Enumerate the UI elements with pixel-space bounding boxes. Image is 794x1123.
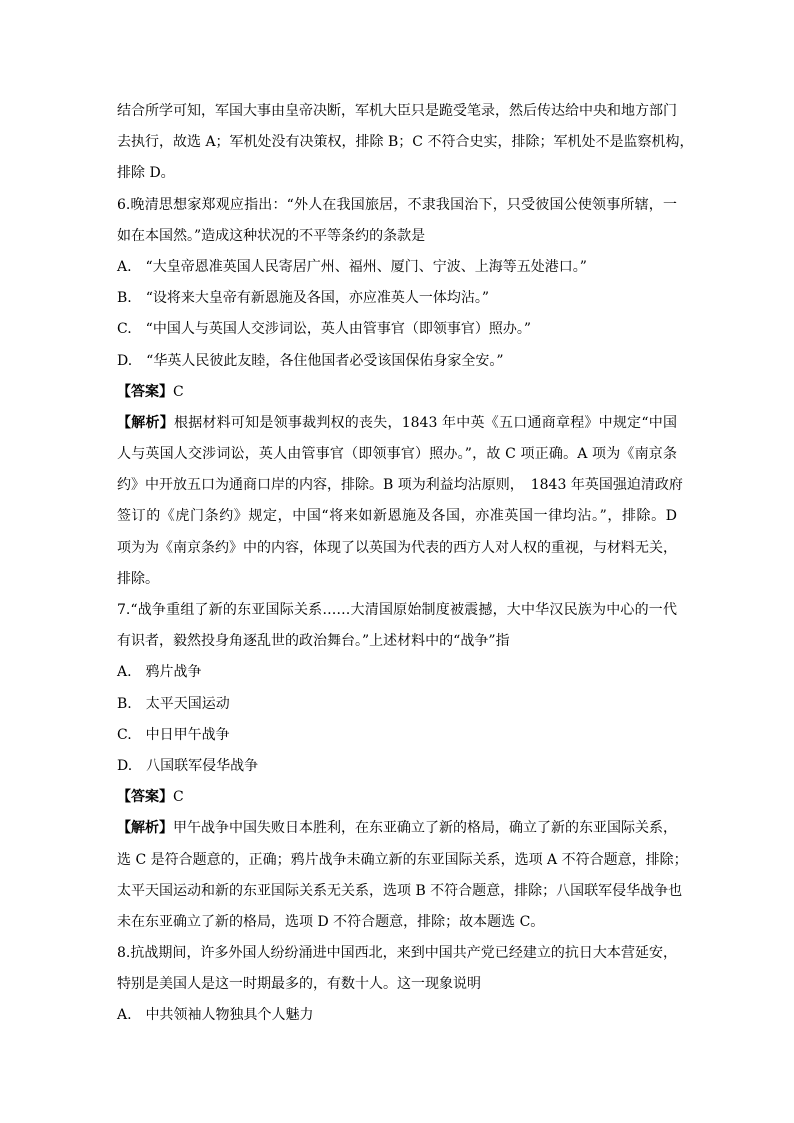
section-tag: 【解析】 [117,414,174,431]
line-text: 结合所学可知，军国大事由皇帝决断，军机大臣只是跪受笔录，然后传达给中央和地方部门 [117,103,677,119]
text-line [117,564,677,595]
paragraph [117,657,677,688]
line-text: B. 太平天国运动 [117,695,230,712]
line-text: 未在东亚确立了新的格局，选项 D 不符合题意，排除；故本题选 C。 [117,913,545,930]
line-text: 排除。 [117,570,159,587]
text-line [117,190,677,221]
line-text: A. 中共领袖人物独具个人魅力 [117,1007,314,1024]
line-text: A. 鸦片战争 [117,664,202,681]
paragraph [117,751,677,782]
paragraph [117,190,677,252]
line-text: C [173,789,184,806]
text-line [117,595,677,626]
answer-block [117,782,677,813]
text-line [117,689,677,720]
section-tag: 【答案】 [117,789,173,806]
line-text: 选 C 是符合题意的，正确；鸦片战争未确立新的东亚国际关系，选项 A 不符合题意，排除； [117,851,688,868]
text-line [117,283,677,314]
line-text: 约》中开放五口为通商口岸的内容，排除。B 项为利益均沾原则， 1843 年英国强迫清政府 [117,477,683,494]
line-text: 项为为《南京条约》中的内容，体现了以英国为代表的西方人对人权的重视，与材料无关， [117,539,677,556]
text-line [117,221,677,252]
text-line [117,96,677,127]
paragraph [117,252,677,283]
line-text: 甲午战争中国失败日本胜利，在东亚确立了新的格局，确立了新的东亚国际关系， [173,820,677,837]
paragraph [117,720,677,751]
text-line [117,127,694,158]
text-line [117,408,677,439]
text-line [117,314,677,345]
text-line [117,720,677,751]
text-line [117,657,677,688]
line-text: 8.抗战期间，许多外国人纷纷涌进中国西北，来到中国共产党已经建立的抗日大本营延安， [117,945,677,962]
line-text: C. “中国人与英国人交涉词讼，英人由管事官（即领事官）照办。” [117,321,531,338]
text-line [117,439,677,470]
line-text: 有识者，毅然投身角逐乱世的政治舞台。”上述材料中的“战争”指 [117,633,510,650]
paragraph [117,346,677,377]
text-line [117,158,677,189]
text-line [117,751,677,782]
line-text: 7.“战争重组了新的东亚国际关系……大清国原始制度被震撼，大中华汉民族为中心的一代 [117,602,677,618]
text-line [117,813,677,844]
paragraph [117,96,694,190]
document-body [117,96,694,1032]
paragraph [117,689,677,720]
line-text: D. 八国联军侵华战争 [117,757,259,774]
line-text: B. “设将来大皇帝有新恩施及各国，亦应准英人一体均沾。” [117,290,490,307]
paragraph [117,938,677,1000]
line-text: 6.晚清思想家郑观应指出：“外人在我国旅居，不隶我国治下，只受彼国公使领事所辖，一 [117,196,677,213]
text-line [117,907,677,938]
text-line [117,969,677,1000]
line-text: 排除 D。 [117,165,175,182]
text-line [117,782,677,813]
line-text: 去执行，故选 A；军机处没有决策权，排除 B；C 不符合史实，排除；军机处不是监察机构， [117,134,694,151]
line-text: A. “大皇帝恩准英国人民寄居广州、福州、厦门、宁波、上海等五处港口。” [117,258,587,275]
answer-block [117,377,677,408]
paragraph [117,595,677,657]
line-text: C. 中日甲午战争 [117,726,230,743]
line-text: 特别是美国人是这一时期最多的，有数十人。这一现象说明 [117,976,481,993]
text-line [117,845,688,876]
text-line [117,876,683,907]
line-text: 签订的《虎门条约》规定，中国“将来如新恩施及各国，亦准英国一律均沾。”，排除。D [117,508,677,525]
text-line [117,533,677,564]
paragraph [117,283,677,314]
text-line [117,470,683,501]
text-line [117,377,677,408]
section-tag: 【答案】 [117,383,173,400]
text-line [117,1000,677,1031]
analysis-block [117,408,683,595]
line-text: D. “华英人民彼此友睦，各住他国者必受该国保佑身家全安。” [117,352,504,369]
line-text: 太平天国运动和新的东亚国际关系无关系，选项 B 不符合题意，排除；八国联军侵华战争也 [117,882,683,899]
text-line [117,252,677,283]
paragraph [117,1000,677,1031]
section-tag: 【解析】 [117,820,173,837]
line-text: 如在本国然。”造成这种状况的不平等条约的条款是 [117,227,426,244]
text-line [117,501,677,532]
line-text: 人与英国人交涉词讼，英人由管事官（即领事官）照办。”，故 C 项正确。A 项为《南京条 [117,446,677,463]
analysis-block [117,813,688,938]
text-line [117,626,677,657]
line-text: C [173,383,184,400]
line-text: 根据材料可知是领事裁判权的丧失，1843 年中英《五口通商章程》中规定“中国 [173,414,678,431]
paragraph [117,314,677,345]
text-line [117,346,677,377]
text-line [117,938,677,969]
